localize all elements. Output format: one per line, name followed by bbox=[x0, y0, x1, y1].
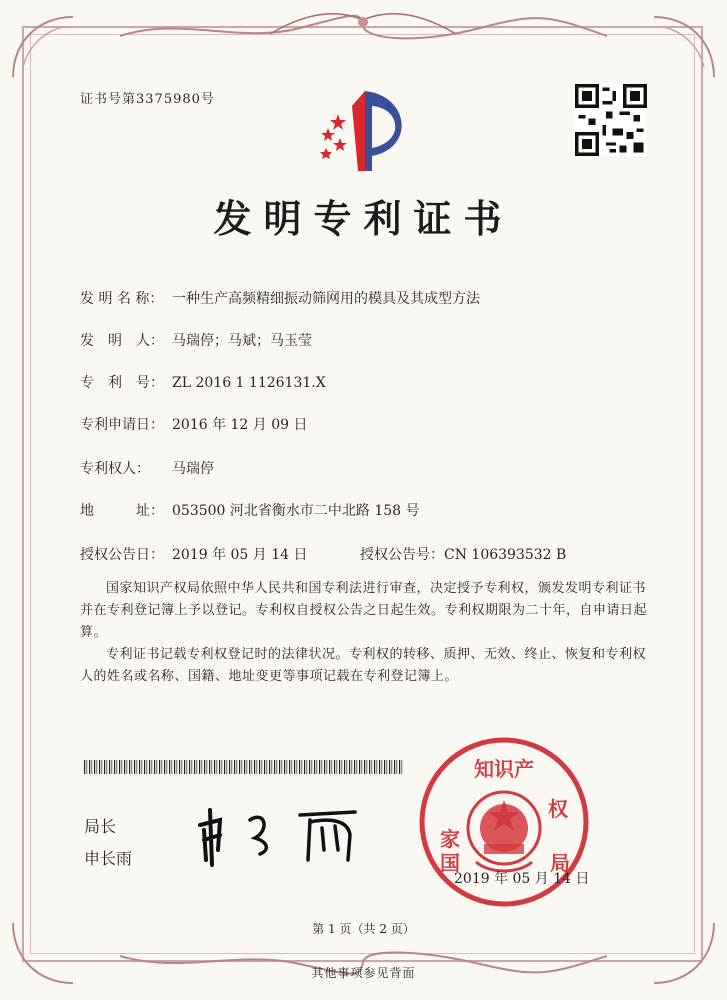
svg-text:家: 家 bbox=[440, 827, 460, 851]
director-name: 申长雨 bbox=[84, 849, 133, 868]
patentee-label: 专利权人： bbox=[80, 461, 150, 477]
inventor-value: 马瑞停；马斌；马玉莹 bbox=[172, 333, 312, 349]
address-label: 地 址： bbox=[80, 503, 164, 519]
patent-number-value: ZL 2016 1 1126131.X bbox=[172, 375, 326, 391]
filing-date-value: 2016 年 12 月 09 日 bbox=[172, 417, 308, 433]
invention-name-row bbox=[80, 288, 480, 308]
grant-number-label: 授权公告号： bbox=[360, 547, 444, 563]
certificate-title: 发明专利证书 bbox=[213, 196, 514, 241]
qr-code-icon bbox=[575, 84, 647, 156]
filing-date-label: 专利申请日： bbox=[80, 417, 164, 433]
filing-date-row bbox=[80, 414, 308, 434]
patentee-value: 马瑞停 bbox=[172, 461, 214, 477]
grant-number-row bbox=[360, 544, 566, 564]
svg-text:国: 国 bbox=[440, 851, 460, 875]
inventor-label: 发 明 人： bbox=[80, 333, 164, 349]
address-value: 053500 河北省衡水市二中北路 158 号 bbox=[172, 503, 420, 519]
grant-date-row bbox=[80, 544, 308, 564]
seal-date: 2019 年 05 月 14 日 bbox=[454, 871, 590, 887]
signature-icon bbox=[190, 790, 370, 870]
invention-name-label: 发 明 名 称： bbox=[80, 291, 164, 307]
svg-text:权: 权 bbox=[548, 797, 568, 821]
grant-date-value: 2019 年 05 月 14 日 bbox=[172, 547, 308, 563]
svg-text:局: 局 bbox=[550, 851, 570, 875]
grant-number-value: CN 106393532 B bbox=[444, 547, 567, 563]
page-indicator: 第 1 页（共 2 页） bbox=[312, 922, 415, 936]
patent-number-row bbox=[80, 372, 326, 392]
certificate-number: 证书号第3375980号 bbox=[80, 92, 215, 107]
corner-ornament-icon bbox=[8, 12, 78, 82]
seal-text: 知识产 bbox=[474, 757, 534, 781]
address-row bbox=[80, 500, 420, 520]
corner-ornament-icon bbox=[649, 12, 719, 82]
patent-office-emblem-icon bbox=[310, 86, 420, 176]
patentee-row bbox=[80, 458, 214, 478]
invention-name-value: 一种生产高频精细振动筛网用的模具及其成型方法 bbox=[172, 291, 480, 307]
director-title: 局长 bbox=[84, 817, 117, 836]
inventor-row bbox=[80, 330, 312, 350]
body-paragraph: 专利证书记载专利权登记时的法律状况。专利权的转移、质押、无效、终止、恢复和专利权人的姓名或名称、国籍、地址变更等事项记载在专利登记簿上。 bbox=[80, 647, 647, 684]
barcode-icon bbox=[84, 760, 404, 774]
footer-note: 其他事项参见背面 bbox=[311, 966, 416, 980]
body-paragraph: 国家知识产权局依照中华人民共和国专利法进行审查，决定授予专利权，颁发发明专利证书并在专利登记簿上予以登记。专利权自授权公告之日起生效。专利权期限为二十年，自申请日起算。 bbox=[80, 581, 648, 640]
top-ornament-icon bbox=[120, 6, 607, 46]
grant-date-label: 授权公告日： bbox=[80, 547, 164, 563]
patent-number-label: 专 利 号： bbox=[80, 375, 164, 391]
